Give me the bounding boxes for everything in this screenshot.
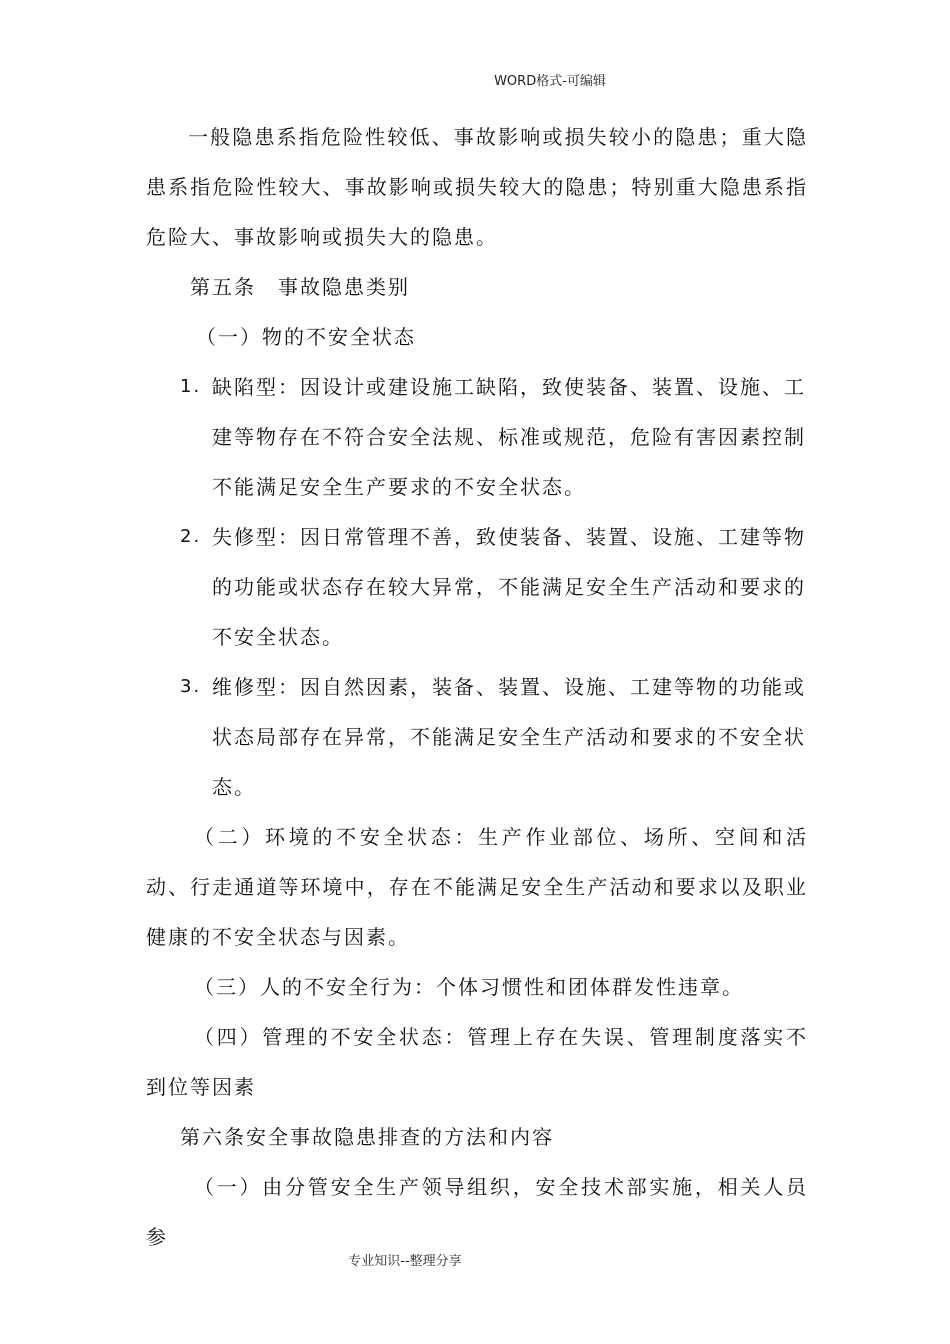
page-header: WORD格式-可编辑: [494, 74, 606, 89]
intro-paragraph: 一般隐患系指危险性较低、事故影响或损失较小的隐患；重大隐患系指危险性较大、事故影响或损失较大的隐患；特别重大隐患系指危险大、事故影响或损失大的隐患。: [146, 125, 808, 249]
section-3-paragraph: （三）人的不安全行为：个体习惯性和团体群发性违章。: [194, 975, 744, 999]
list-item-3: [146, 662, 808, 812]
article-6-heading: 第六条安全事故隐患排查的方法和内容: [180, 1125, 554, 1149]
list-number: 1.: [180, 376, 202, 397]
page-footer: 专业知识--整理分享: [348, 1254, 462, 1269]
list-item-text: 维修型：因自然因素，装备、装置、设施、工建等物的功能或状态局部存在异常，不能满足安全生产活动和要求的不安全状态。: [212, 675, 806, 799]
article-6-subsection-1: （一）由分管安全生产领导组织，安全技术部实施，相关人员参: [146, 1175, 808, 1249]
list-number: 2.: [180, 526, 202, 547]
article-5-number: 第五条: [190, 275, 256, 299]
list-item-1: [146, 362, 808, 512]
document-body: [146, 112, 808, 1262]
list-item-text: 缺陷型：因设计或建设施工缺陷，致使装备、装置、设施、工建等物存在不符合安全法规、标准或规范，危险有害因素控制不能满足安全生产要求的不安全状态。: [212, 375, 806, 499]
section-2-paragraph: （二）环境的不安全状态：生产作业部位、场所、空间和活动、行走通道等环境中，存在不能满足安全生产活动和要求以及职业健康的不安全状态与因素。: [146, 825, 808, 949]
list-item-text: 失修型：因日常管理不善，致使装备、装置、设施、工建等物的功能或状态存在较大异常，不能满足安全生产活动和要求的不安全状态。: [212, 525, 806, 649]
list-item-2: [146, 512, 808, 662]
section-1-heading: （一）物的不安全状态: [196, 325, 416, 349]
article-5-heading: [146, 262, 808, 312]
section-4-paragraph: （四）管理的不安全状态：管理上存在失误、管理制度落实不到位等因素: [146, 1025, 808, 1099]
article-5-title: 事故隐患类别: [278, 275, 410, 299]
list-number: 3.: [180, 676, 202, 697]
